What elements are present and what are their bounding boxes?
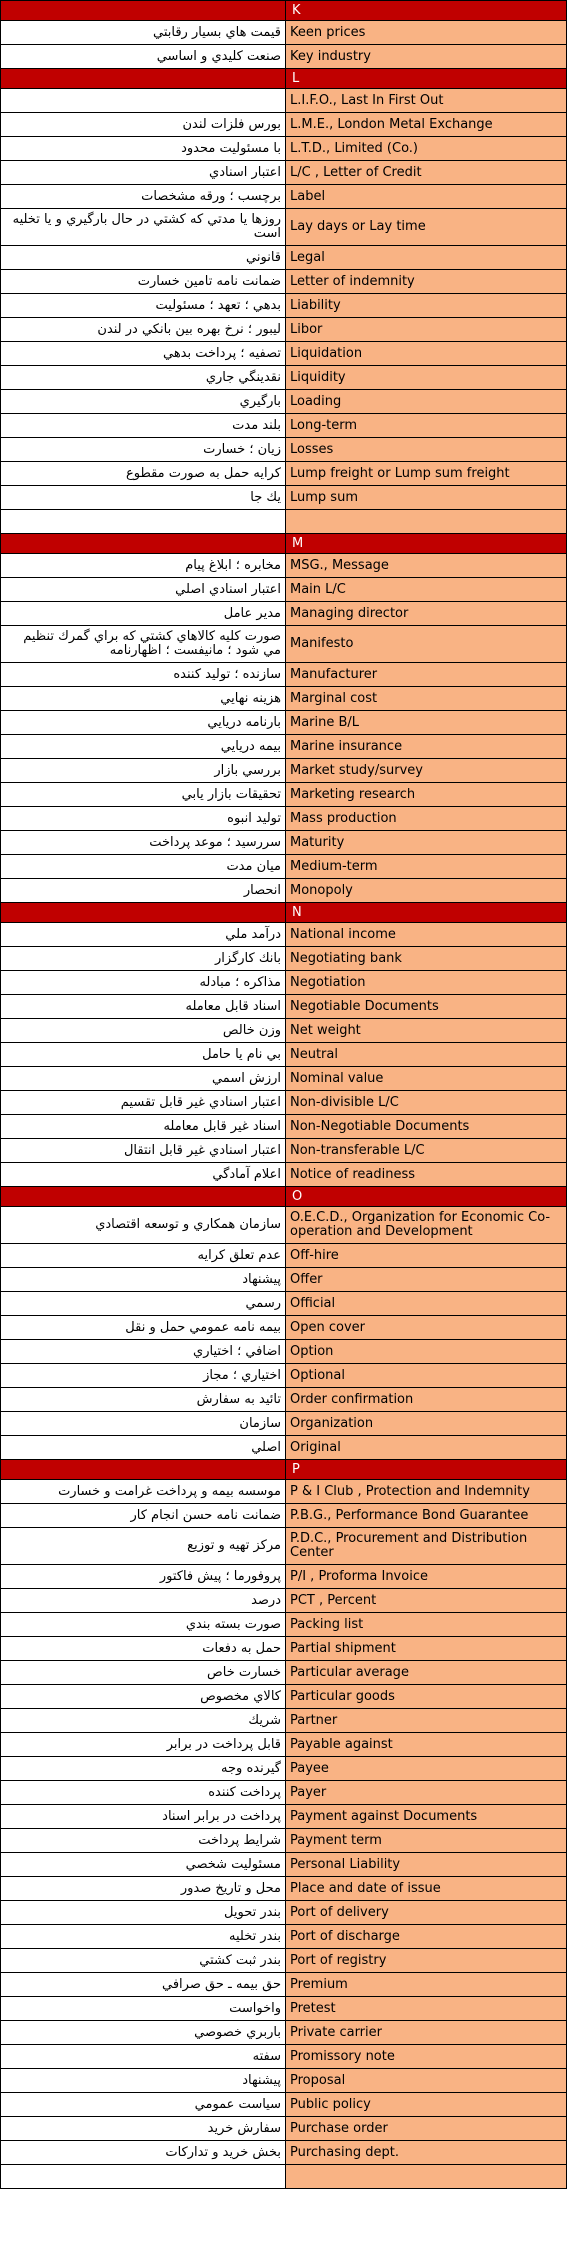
persian-term: سفارش خريد [1,2117,286,2141]
glossary-row [1,1292,567,1316]
english-term: P.B.G., Performance Bond Guarantee [286,1504,567,1528]
glossary-row [1,1340,567,1364]
section-header-spacer [1,1187,286,1207]
glossary-row [1,1709,567,1733]
english-term: Order confirmation [286,1388,567,1412]
persian-term: كالاي مخصوص [1,1685,286,1709]
persian-term: اصلي [1,1436,286,1460]
glossary-row [1,1685,567,1709]
english-term: Payee [286,1757,567,1781]
persian-term: حمل به دفعات [1,1637,286,1661]
english-term: Private carrier [286,2021,567,2045]
english-term [286,2165,567,2189]
persian-term: سازنده ؛ توليد كننده [1,663,286,687]
persian-term: روزها يا مدتي كه كشتي در حال بارگيري و يا تخليه است [1,209,286,246]
glossary-row [1,711,567,735]
glossary-row [1,1661,567,1685]
persian-term: توليد انبوه [1,807,286,831]
glossary-row [1,807,567,831]
english-term: Port of discharge [286,1925,567,1949]
persian-term: بي نام يا حامل [1,1043,286,1067]
glossary-row [1,89,567,113]
english-term: Negotiable Documents [286,995,567,1019]
english-term: Marine B/L [286,711,567,735]
glossary-row [1,1268,567,1292]
glossary-row [1,1973,567,1997]
persian-term: مدير عامل [1,602,286,626]
english-term: Optional [286,1364,567,1388]
persian-term: هزينه نهايي [1,687,286,711]
persian-term: نقدينگي جاري [1,366,286,390]
english-term: Lump sum [286,486,567,510]
persian-term: ضمانت نامه حسن انجام كار [1,1504,286,1528]
glossary-row [1,209,567,246]
glossary-row [1,687,567,711]
glossary-row [1,21,567,45]
persian-term: خسارت خاص [1,1661,286,1685]
persian-term [1,510,286,534]
persian-term: اسناد قابل معامله [1,995,286,1019]
persian-term: بندر تحويل [1,1901,286,1925]
english-term: Port of registry [286,1949,567,1973]
persian-term: وزن خالص [1,1019,286,1043]
glossary-row [1,831,567,855]
english-term: Neutral [286,1043,567,1067]
english-term: Managing director [286,602,567,626]
persian-term: درآمد ملي [1,923,286,947]
glossary-row [1,294,567,318]
glossary-row [1,879,567,903]
english-term: Lay days or Lay time [286,209,567,246]
persian-term: پروفورما ؛ پيش فاكتور [1,1565,286,1589]
english-term: Negotiating bank [286,947,567,971]
persian-term: شريك [1,1709,286,1733]
persian-term: اعتبار اسنادي اصلي [1,578,286,602]
glossary-row [1,735,567,759]
english-term: Monopoly [286,879,567,903]
glossary-row [1,2069,567,2093]
persian-term: مخابره ؛ ابلاغ پيام [1,554,286,578]
english-term: Manufacturer [286,663,567,687]
english-term: Premium [286,1973,567,1997]
english-term: Offer [286,1268,567,1292]
persian-term: صنعت كليدي و اساسي [1,45,286,69]
english-term: Manifesto [286,626,567,663]
persian-term: گيرنده وجه [1,1757,286,1781]
glossary-row [1,554,567,578]
glossary-row [1,1997,567,2021]
english-term: Lump freight or Lump sum freight [286,462,567,486]
glossary-row [1,462,567,486]
glossary-row [1,1504,567,1528]
glossary-row [1,1364,567,1388]
persian-term: اعتبار اسنادي [1,161,286,185]
english-term: Payer [286,1781,567,1805]
persian-term: بارگيري [1,390,286,414]
english-term: Particular average [286,1661,567,1685]
english-term: Non-divisible L/C [286,1091,567,1115]
glossary-row [1,161,567,185]
persian-term: باربري خصوصي [1,2021,286,2045]
persian-term: بارنامه دريايي [1,711,286,735]
glossary-row [1,1436,567,1460]
english-term: Off-hire [286,1244,567,1268]
persian-term: مسئوليت شخصي [1,1853,286,1877]
glossary-row [1,438,567,462]
persian-term: رسمي [1,1292,286,1316]
persian-term: سررسيد ؛ موعد پرداخت [1,831,286,855]
glossary-row [1,1480,567,1504]
glossary-row [1,1163,567,1187]
persian-term: مركز تهيه و توزيع [1,1528,286,1565]
glossary-row [1,1067,567,1091]
english-term: Loading [286,390,567,414]
english-term: Personal Liability [286,1853,567,1877]
english-term: Losses [286,438,567,462]
persian-term: عدم تعلق كرايه [1,1244,286,1268]
section-letter: M [286,534,567,554]
persian-term: اضافي ؛ اختياري [1,1340,286,1364]
glossary-row [1,1115,567,1139]
persian-term [1,2165,286,2189]
glossary-row [1,1877,567,1901]
english-term: Nominal value [286,1067,567,1091]
english-term: L.I.F.O., Last In First Out [286,89,567,113]
persian-term: كرايه حمل به صورت مقطوع [1,462,286,486]
glossary-row [1,1139,567,1163]
section-header-spacer [1,903,286,923]
section-letter: K [286,1,567,21]
persian-term: صورت بسته بندي [1,1613,286,1637]
english-term: Port of delivery [286,1901,567,1925]
glossary-row [1,1388,567,1412]
persian-term: واخواست [1,1997,286,2021]
glossary-row [1,626,567,663]
english-term: Key industry [286,45,567,69]
glossary-row [1,1316,567,1340]
english-term: Medium-term [286,855,567,879]
section-header-m [1,534,567,554]
glossary-body [1,1,567,2189]
glossary-row [1,1244,567,1268]
english-term: Packing list [286,1613,567,1637]
persian-term: تصفيه ؛ پرداخت بدهي [1,342,286,366]
persian-term: سفته [1,2045,286,2069]
persian-term: تائيد به سفارش [1,1388,286,1412]
persian-term: پيشنهاد [1,2069,286,2093]
persian-term: اعتبار اسنادي غير قابل تقسيم [1,1091,286,1115]
persian-term: ارزش اسمي [1,1067,286,1091]
english-term: Non-Negotiable Documents [286,1115,567,1139]
persian-term: تحقيقات بازار يابي [1,783,286,807]
persian-term: زيان ؛ خسارت [1,438,286,462]
english-term: Marginal cost [286,687,567,711]
english-term: P/I , Proforma Invoice [286,1565,567,1589]
section-header-p [1,1460,567,1480]
section-header-o [1,1187,567,1207]
glossary-row [1,663,567,687]
glossary-row [1,783,567,807]
persian-term: پرداخت كننده [1,1781,286,1805]
glossary-row [1,2045,567,2069]
glossary-row [1,45,567,69]
english-term: Liquidation [286,342,567,366]
glossary-row [1,1637,567,1661]
english-term: Notice of readiness [286,1163,567,1187]
persian-term: يك جا [1,486,286,510]
persian-term: اعتبار اسنادي غير قابل انتقال [1,1139,286,1163]
section-header-spacer [1,1,286,21]
glossary-row [1,1412,567,1436]
persian-term: قیمت هاي بسیار رقابتي [1,21,286,45]
english-term: Non-transferable L/C [286,1139,567,1163]
persian-term: با مسئوليت محدود [1,137,286,161]
glossary-row [1,270,567,294]
glossary-row [1,602,567,626]
persian-term: برچسب ؛ ورقه مشخصات [1,185,286,209]
english-term: Purchasing dept. [286,2141,567,2165]
glossary-row [1,1901,567,1925]
glossary-row [1,947,567,971]
section-header-spacer [1,69,286,89]
english-term: Label [286,185,567,209]
english-term: Public policy [286,2093,567,2117]
persian-term [1,89,286,113]
english-term: P & I Club , Protection and Indemnity [286,1480,567,1504]
english-term: P.D.C., Procurement and Distribution Center [286,1528,567,1565]
persian-term: اسناد غير قابل معامله [1,1115,286,1139]
glossary-row [1,971,567,995]
english-term: Main L/C [286,578,567,602]
english-term: Negotiation [286,971,567,995]
persian-term: سازمان [1,1412,286,1436]
glossary-row [1,1565,567,1589]
english-term: Keen prices [286,21,567,45]
persian-term: اعلام آمادگي [1,1163,286,1187]
persian-term: محل و تاريخ صدور [1,1877,286,1901]
persian-term: قابل پرداخت در برابر [1,1733,286,1757]
glossary-row [1,366,567,390]
glossary-row [1,342,567,366]
section-header-spacer [1,534,286,554]
english-term: Particular goods [286,1685,567,1709]
section-letter: P [286,1460,567,1480]
glossary-row [1,137,567,161]
persian-term: پرداخت در برابر اسناد [1,1805,286,1829]
english-term: MSG., Message [286,554,567,578]
english-term [286,510,567,534]
persian-term: اختياري ؛ مجاز [1,1364,286,1388]
english-term: Liability [286,294,567,318]
english-term: Liquidity [286,366,567,390]
persian-term: بدهي ؛ تعهد ؛ مسئوليت [1,294,286,318]
persian-term: ميان مدت [1,855,286,879]
persian-term: بانك كارگزار [1,947,286,971]
english-term: Payment term [286,1829,567,1853]
blank-row [1,510,567,534]
section-letter: O [286,1187,567,1207]
persian-term: پيشنهاد [1,1268,286,1292]
section-header-k [1,1,567,21]
english-term: Marine insurance [286,735,567,759]
persian-term: بندر تخليه [1,1925,286,1949]
glossary-row [1,1949,567,1973]
glossary-row [1,1733,567,1757]
english-term: Promissory note [286,2045,567,2069]
persian-term: سازمان همكاري و توسعه اقتصادي [1,1207,286,1244]
section-header-n [1,903,567,923]
english-term: Official [286,1292,567,1316]
glossary-row [1,1829,567,1853]
english-term: Purchase order [286,2117,567,2141]
english-term: Payable against [286,1733,567,1757]
english-term: Proposal [286,2069,567,2093]
glossary-row [1,1925,567,1949]
persian-term: موسسه بيمه و پرداخت غرامت و خسارت [1,1480,286,1504]
glossary-row [1,390,567,414]
glossary-row [1,759,567,783]
english-term: Market study/survey [286,759,567,783]
english-term: Marketing research [286,783,567,807]
glossary-row [1,1757,567,1781]
glossary-row [1,1613,567,1637]
persian-term: صورت كليه كالاهاي كشتي كه براي گمرك تنظيم مي شود ؛ مانيفست ؛ اظهارنامه [1,626,286,663]
persian-term: ضمانت نامه تامين خسارت [1,270,286,294]
section-letter: L [286,69,567,89]
glossary-row [1,2117,567,2141]
english-term: Maturity [286,831,567,855]
persian-term: بيمه دريايي [1,735,286,759]
english-term: O.E.C.D., Organization for Economic Co-operation and Development [286,1207,567,1244]
persian-term: حق بيمه ـ حق صرافي [1,1973,286,1997]
english-term: Payment against Documents [286,1805,567,1829]
glossary-row [1,2141,567,2165]
glossary-row [1,1589,567,1613]
persian-term: شرايط پرداخت [1,1829,286,1853]
english-term: Net weight [286,1019,567,1043]
english-term: Partial shipment [286,1637,567,1661]
persian-term: انحصار [1,879,286,903]
persian-term: بندر ثبت كشتي [1,1949,286,1973]
persian-term: قانوني [1,246,286,270]
glossary-row [1,1853,567,1877]
glossary-row [1,1528,567,1565]
glossary-row [1,995,567,1019]
glossary-row [1,318,567,342]
glossary-row [1,1043,567,1067]
persian-term: درصد [1,1589,286,1613]
english-term: Place and date of issue [286,1877,567,1901]
english-term: Libor [286,318,567,342]
english-term: Original [286,1436,567,1460]
glossary-row [1,1781,567,1805]
glossary-row [1,578,567,602]
glossary-row [1,486,567,510]
persian-term: بيمه نامه عمومي حمل و نقل [1,1316,286,1340]
section-header-spacer [1,1460,286,1480]
english-term: PCT , Percent [286,1589,567,1613]
english-term: Legal [286,246,567,270]
english-term: Open cover [286,1316,567,1340]
persian-term: ليبور ؛ نرخ بهره بين بانكي در لندن [1,318,286,342]
section-letter: N [286,903,567,923]
english-term: Mass production [286,807,567,831]
glossary-row [1,2021,567,2045]
persian-term: بررسي بازار [1,759,286,783]
english-term: Partner [286,1709,567,1733]
blank-row [1,2165,567,2189]
glossary-row [1,855,567,879]
glossary-row [1,1207,567,1244]
glossary-row [1,414,567,438]
persian-term: سياست عمومي [1,2093,286,2117]
english-term: L/C , Letter of Credit [286,161,567,185]
glossary-row [1,1019,567,1043]
english-term: Letter of indemnity [286,270,567,294]
english-term: L.M.E., London Metal Exchange [286,113,567,137]
persian-term: بلند مدت [1,414,286,438]
glossary-row [1,2093,567,2117]
glossary-row [1,923,567,947]
english-term: Long-term [286,414,567,438]
glossary-row [1,113,567,137]
section-header-l [1,69,567,89]
english-term: L.T.D., Limited (Co.) [286,137,567,161]
glossary-row [1,1805,567,1829]
persian-term: مذاكره ؛ مبادله [1,971,286,995]
english-term: Organization [286,1412,567,1436]
english-term: National income [286,923,567,947]
english-term: Option [286,1340,567,1364]
glossary-row [1,246,567,270]
glossary-row [1,185,567,209]
english-term: Pretest [286,1997,567,2021]
persian-term: بورس فلزات لندن [1,113,286,137]
glossary-row [1,1091,567,1115]
persian-term: بخش خريد و تداركات [1,2141,286,2165]
